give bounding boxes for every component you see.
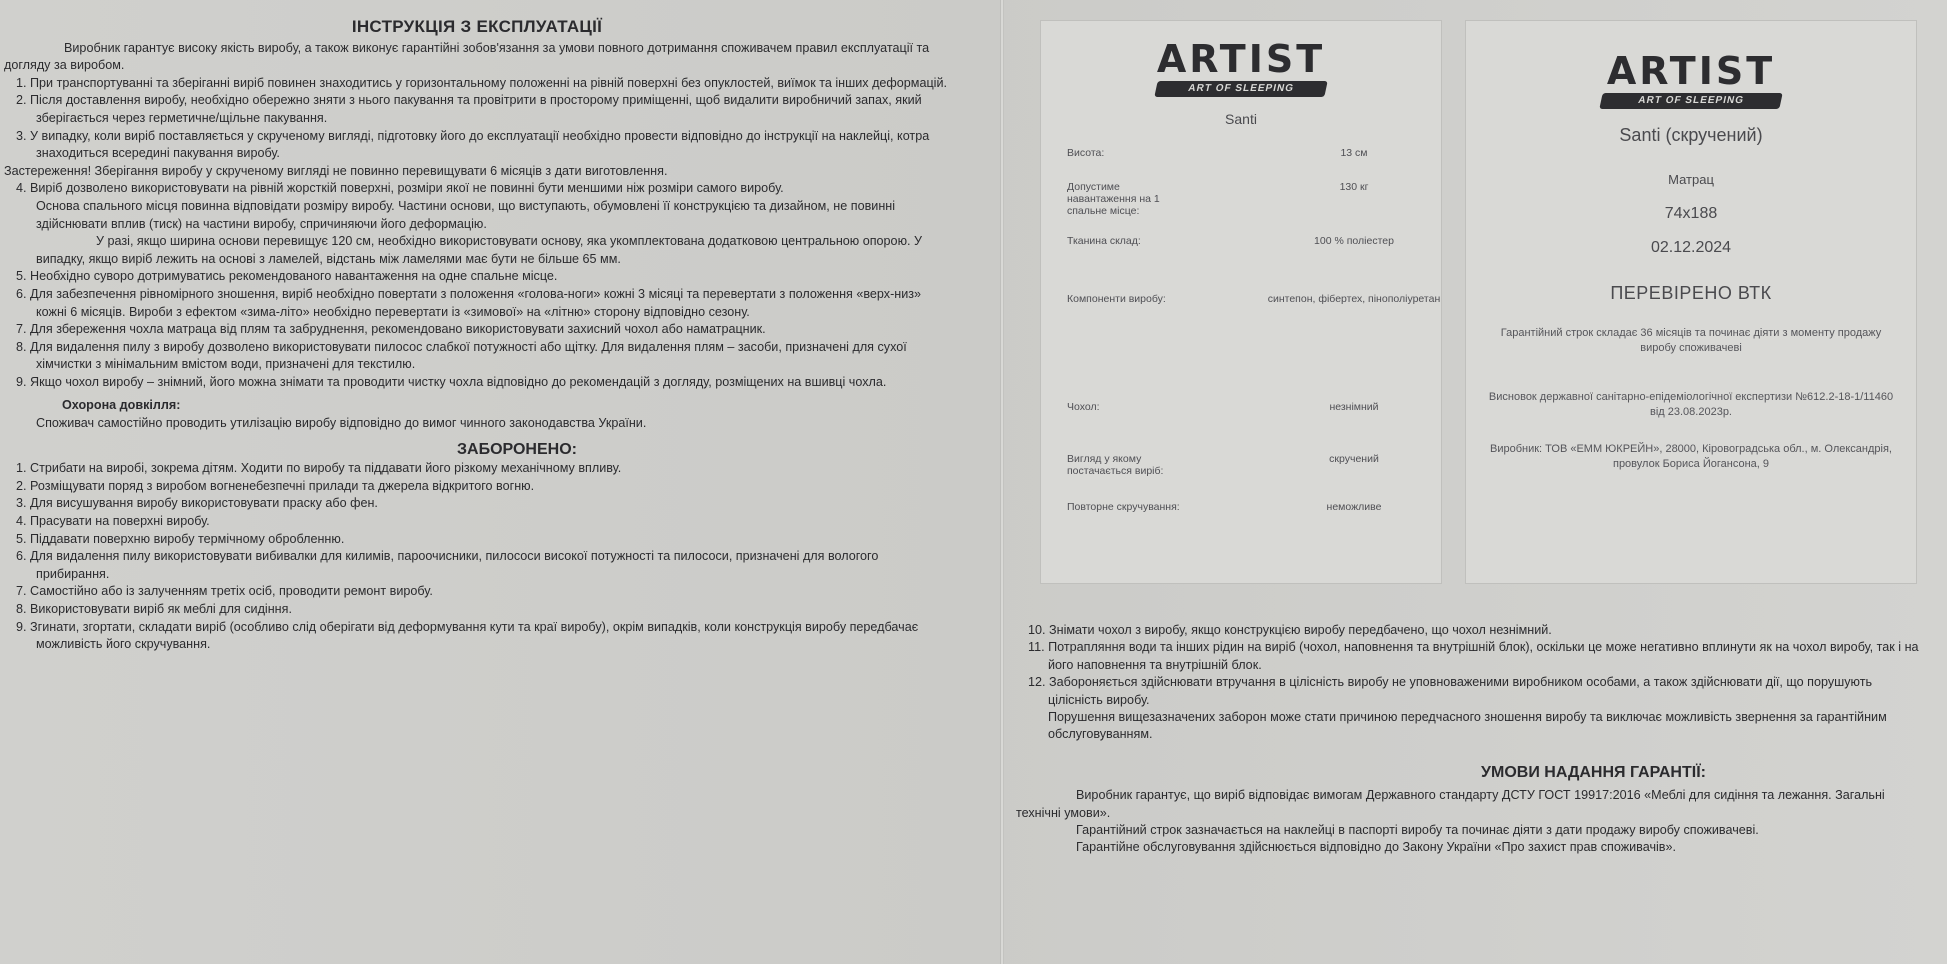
instructions-title: ІНСТРУКЦІЯ З ЕКСПЛУАТАЦІЇ — [351, 17, 603, 36]
spec-key: Компоненти виробу: — [1067, 293, 1166, 305]
forbidden-item: 9. Згинати, згортати, складати виріб (особливо слід оберігати від деформування кути та краї виробу), окрім випадків, коли конструкція виробу передбачає можливість його скручування. — [16, 619, 919, 652]
instruction-item: 8. Для видалення пилу з виробу дозволено використовувати пилосос слабкої потужності або щітку. Для видалення плям – засоби, призначені для сухої хімчистки з мінімальним вмістом води, призначені для текстилю. — [16, 339, 907, 372]
instruction-item: 1. При транспортуванні та зберіганні виріб повинен знаходитись у горизонтальному положенні на рівній поверхні без опуклостей, виїмок та інших деформацій. — [16, 75, 948, 90]
spec-key: Чохол: — [1067, 401, 1100, 413]
forbidden-item: 5. Піддавати поверхню виробу термічному обробленню. — [16, 531, 345, 546]
spec-row — [1041, 293, 1441, 401]
spec-value: синтепон, фібертех, пінополіуретан — [1267, 293, 1441, 305]
instruction-item: 9. Якщо чохол виробу – знімний, його можна знімати та проводити чистку чохла відповідно до рекомендацій з догляду, розміщених на вшивці чохла. — [16, 374, 887, 389]
forbidden-item: 2. Розміщувати поряд з виробом вогненебезпечні прилади та джерела відкритого вогню. — [16, 478, 535, 493]
environment-text: Споживач самостійно проводить утилізацію виробу відповідно до вимог чинного законодавства України. — [36, 416, 647, 431]
product-label-card — [1465, 20, 1917, 584]
spec-value: незнімний — [1329, 401, 1379, 413]
brand-name: ARTIST — [1156, 37, 1326, 81]
brand-tagline: ART OF SLEEPING — [1599, 93, 1782, 109]
production-date: 02.12.2024 — [1650, 239, 1732, 256]
spec-key: Тканина склад: — [1067, 235, 1141, 247]
spec-row — [1041, 181, 1441, 235]
right-column — [1016, 622, 1921, 857]
model-name: Santi (скручений) — [1619, 125, 1763, 145]
instruction-item: 3. У випадку, коли виріб поставляється у скрученому вигляді, підготовку його до експлуатації необхідно провести відповідно до інструкції на наклейці, котра знаходиться всередині пакування виробу. — [16, 128, 930, 161]
spec-value: 130 кг — [1339, 181, 1369, 193]
warning-paragraph: Застереження! Зберігання виробу у скрученому вигляді не повинно перевищувати 6 місяців з дати виготовлення. — [4, 163, 668, 178]
instruction-item: 7. Для збереження чохла матраца від плям та забруднення, рекомендовано використовувати захисний чохол або наматрацник. — [16, 322, 766, 337]
forbidden-title: ЗАБОРОНЕНО: — [457, 440, 577, 458]
instruction-item: 5. Необхідно суворо дотримуватись рекомендованого навантаження на одне спальне місце. — [16, 269, 558, 284]
manufacturer-text: Виробник: ТОВ «ЕММ ЮКРЕЙН», 28000, Кіровоградська обл., м. Олександрія, провулок Бориса Йогансона, 9 — [1490, 443, 1892, 470]
guarantee-paragraph: Гарантійне обслуговування здійснюється відповідно до Закону України «Про захист прав споживачів». — [1076, 840, 1676, 855]
forbidden-item: 6. Для видалення пилу використовувати вибивалки для килимів, пароочисники, пилососи високої потужності та пилососи, призначені для вологого прибирання. — [16, 549, 879, 581]
spec-value: 13 см — [1340, 147, 1368, 159]
instruction-subparagraph: У разі, якщо ширина основи перевищує 120 см, необхідно використовувати основу, яка укомплектована додатковою центральною опорою. У випадку, якщо виріб лежить на основі з ламелей, відстань між ламелями має бути не більше 65 мм. — [36, 234, 923, 266]
warranty-text: Гарантійний строк складає 36 місяців та починає діяти з моменту продажу виробу споживачеві — [1500, 327, 1882, 354]
brand-logo — [1466, 51, 1916, 109]
qc-stamp: ПЕРЕВІРЕНО ВТК — [1610, 283, 1772, 303]
spec-row — [1041, 401, 1441, 453]
spec-row — [1041, 235, 1441, 293]
instruction-item: 2. Після доставлення виробу, необхідно обережно зняти з нього пакування та провітрити в просторому приміщенні, щоб видалити виробничий запах, який зберігається через герметичне/щільне пакування. — [16, 93, 922, 125]
instruction-item: 4. Виріб дозволено використовувати на рівній жорсткій поверхні, розміри якої не повинні бути меншими ніж розміри самого виробу. — [16, 181, 784, 196]
spec-key: Повторне скручування: — [1067, 501, 1180, 513]
paper-fold — [1000, 0, 1004, 964]
spec-row — [1041, 501, 1441, 531]
forbidden-item: 12. Забороняється здійснювати втручання в цілісність виробу не уповноваженими виробником особами, а також здійснювати дії, що порушують цілісність виробу. — [1028, 675, 1873, 707]
spec-key: Вигляд у якому постачається виріб: — [1067, 453, 1164, 477]
forbidden-item: 10. Знімати чохол з виробу, якщо конструкцією виробу передбачено, що чохол незнімний. — [1028, 623, 1552, 637]
expertise-text: Висновок державної санітарно-епідеміологічної експертизи №612.2-18-1/11460 від 23.08.2023р. — [1488, 391, 1894, 418]
instruction-subparagraph: Основа спального місця повинна відповідати розміру виробу. Частини основи, що виступають, обумовлені її конструкцією та дизайном, не повинні здійснювати вплив (тиск) на частини виробу, спричиняючи його деформацію. — [36, 198, 896, 231]
forbidden-item: 4. Прасувати на поверхні виробу. — [16, 514, 210, 529]
instruction-item: 6. Для забезпечення рівномірного зношення, виріб необхідно повертати з положення «голова-ноги» кожні 3 місяці та перевертати з положення «верх-низ» кожні 6 місяців. Вироби з ефектом «зима-літо» необхідно перевертати із «зимової» на «літню» сторону відповідно сезону. — [16, 286, 922, 319]
intro-paragraph: Виробник гарантує високу якість виробу, а також виконує гарантійні зобов'язання за умови повного дотримання споживачем правил експлуатації та догляду за виробом. — [4, 40, 930, 73]
spec-value: 100 % поліестер — [1314, 235, 1394, 247]
product-size: 74x188 — [1664, 205, 1718, 222]
brand-name: ARTIST — [1606, 49, 1776, 93]
spec-row — [1041, 453, 1441, 501]
forbidden-item: 8. Використовувати виріб як меблі для сидіння. — [16, 602, 292, 616]
spec-label-card — [1040, 20, 1442, 584]
model-name: Santi — [1225, 111, 1257, 127]
product-type: Матрац — [1668, 172, 1714, 187]
forbidden-item: 7. Самостійно або із залученням третіх осіб, проводити ремонт виробу. — [16, 584, 433, 599]
guarantee-paragraph: Гарантійний строк зазначається на наклейці в паспорті виробу та починає діяти з дати продажу виробу споживачеві. — [1076, 823, 1759, 838]
spec-key: Допустиме навантаження на 1 спальне місце: — [1067, 181, 1160, 217]
forbidden-item: 3. Для висушування виробу використовувати праску або фен. — [16, 496, 378, 511]
forbidden-item: 1. Стрибати на виробі, зокрема дітям. Ходити по виробу та піддавати його різкому механічному впливу. — [16, 461, 622, 476]
brand-tagline: ART OF SLEEPING — [1154, 81, 1327, 97]
spec-value: неможливе — [1326, 501, 1382, 513]
spec-value: скручений — [1329, 453, 1379, 465]
spec-key: Висота: — [1067, 147, 1105, 159]
spec-row — [1041, 147, 1441, 181]
guarantee-title: УМОВИ НАДАННЯ ГАРАНТІЇ: — [1481, 763, 1706, 781]
violation-note: Порушення вищезазначених заборон може стати причиною передчасного зношення виробу та виключає можливість звернення за гарантійним обслуговуванням. — [1048, 710, 1887, 742]
environment-title: Охорона довкілля: — [62, 398, 181, 413]
guarantee-paragraph: Виробник гарантує, що виріб відповідає вимогам Державного стандарту ДСТУ ГОСТ 19917:2016 «Меблі для сидіння та лежання. Загальні технічні умови». — [1016, 788, 1885, 820]
forbidden-item: 11. Потрапляння води та інших рідин на виріб (чохол, наповнення та внутрішній блок), оскільки це може негативно вплинути як на чохол виробу, так і на його наповнення та внутрішній блок. — [1028, 640, 1919, 672]
instructions-column — [4, 18, 950, 654]
brand-logo — [1041, 39, 1441, 97]
